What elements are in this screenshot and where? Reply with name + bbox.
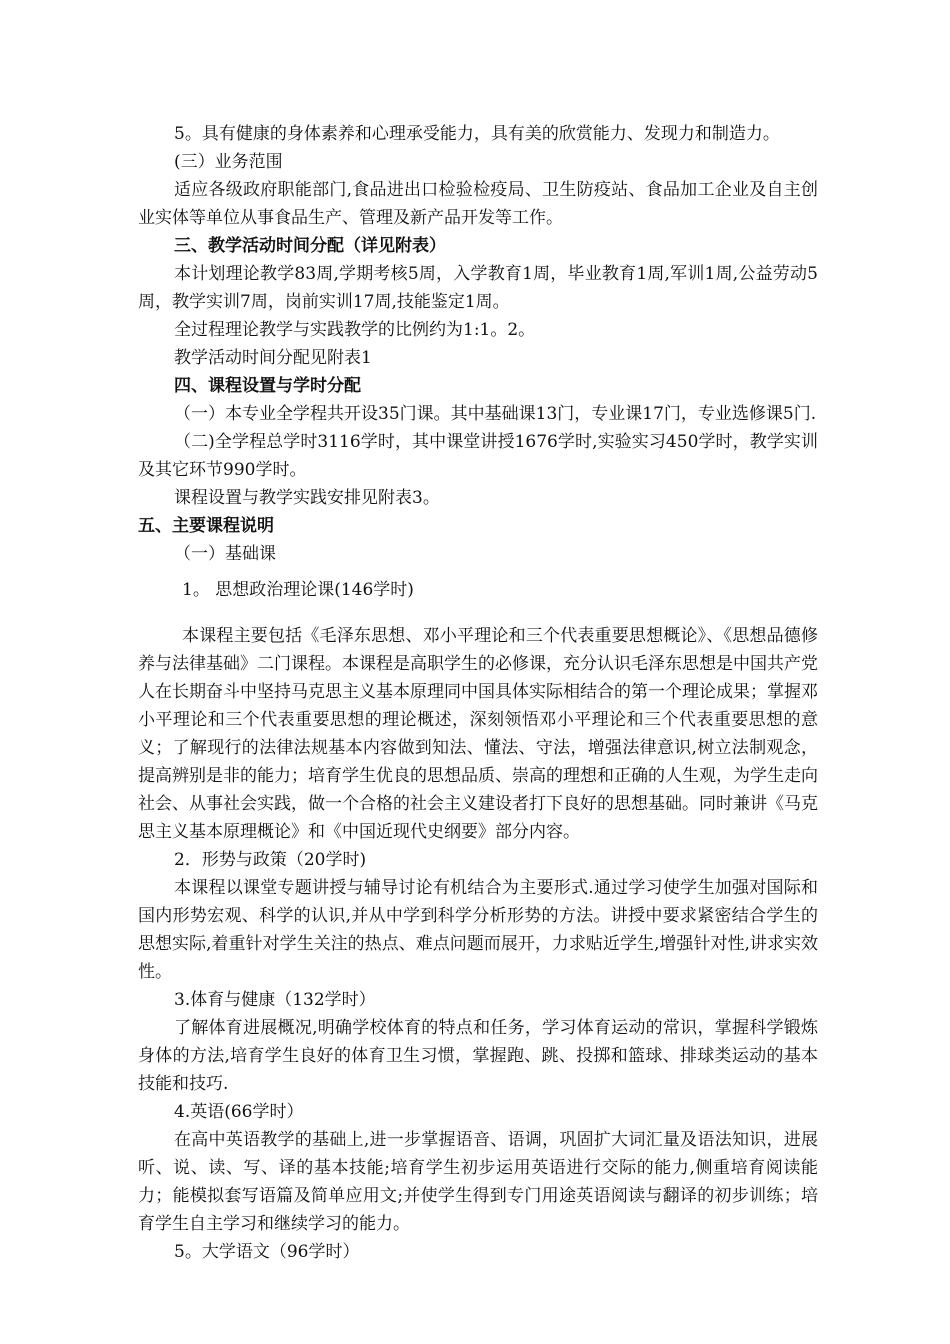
course-heading: 3.体育与健康（132学时） <box>174 990 376 1010</box>
paragraph: 了解体育进展概况,明确学校体育的特点和任务，学习体育运动的常识，掌握科学锻炼身体的方法,培育学生良好的体育卫生习惯，掌握跑、跳、投掷和篮球、排球类运动的基本技能和技巧. <box>138 1018 818 1094</box>
section-heading: 五、主要课程说明 <box>138 516 274 536</box>
paragraph: 本课程以课堂专题讲授与辅导讨论有机结合为主要形式.通过学习使学生加强对国际和国内形势宏观、科学的认识,并从中学到科学分析形势的方法。讲授中要求紧密结合学生的思想实际,着重针对学生关注的热点、难点问题而展开，力求贴近学生,增强针对性,讲求实效性。 <box>138 878 818 982</box>
paragraph: 本课程主要包括《毛泽东思想、邓小平理论和三个代表重要思想概论》、《思想品德修养与法律基础》二门课程。本课程是高职学生的必修课，充分认识毛泽东思想是中国共产党人在长期奋斗中坚持马克思主义基本原理同中国具体实际相结合的第一个理论成果；掌握邓小平理论和三个代表重要思想的理论概述，深刻领悟邓小平理论和三个代表重要思想的意义；了解现行的法律法规基本内容做到知法、懂法、守法，增强法律意识,树立法制观念，提高辨别是非的能力；培育学生优良的思想品质、崇高的理想和正确的人生观，为学生走向社会、从事社会实践，做一个合格的社会主义建设者打下良好的思想基础。同时兼讲《马克思主义基本原理概论》和《中国近现代史纲要》部分内容。 <box>138 626 818 842</box>
course-heading: 2．形势与政策（20学时) <box>174 850 367 870</box>
paragraph: 全过程理论教学与实践教学的比例约为1:1。2。 <box>174 320 536 340</box>
paragraph: 教学活动时间分配见附表1 <box>174 348 372 368</box>
paragraph: 本计划理论教学83周,学期考核5周，入学教育1周，毕业教育1周,军训1周,公益劳动5周，教学实训7周，岗前实训17周,技能鉴定1周。 <box>138 264 818 312</box>
paragraph: （一）本专业全学程共开设35门课。其中基础课13门，专业课17门，专业选修课5门. <box>174 404 817 424</box>
section-heading: 四、课程设置与学时分配 <box>174 376 361 396</box>
document-body <box>138 120 818 1266</box>
paragraph: （二)全学程总学时3116学时，其中课堂讲授1676学时,实验实习450学时，教学实训及其它环节990学时。 <box>138 432 818 480</box>
course-heading: 4.英语(66学时） <box>174 1102 304 1122</box>
course-heading: 5。大学语文（96学时） <box>174 1242 360 1262</box>
section-heading: 三、教学活动时间分配（详见附表） <box>174 236 446 256</box>
paragraph: 课程设置与教学实践安排见附表3。 <box>174 488 440 508</box>
paragraph: 适应各级政府职能部门,食品进出口检验检疫局、卫生防疫站、食品加工企业及自主创业实体等单位从事食品生产、管理及新产品开发等工作。 <box>138 180 818 228</box>
course-heading: 1。 思想政治理论课(146学时) <box>182 580 414 600</box>
subsection-heading: (三）业务范围 <box>174 152 283 172</box>
paragraph: 在高中英语教学的基础上,进一步掌握语音、语调，巩固扩大词汇量及语法知识，进展听、说、读、写、译的基本技能;培育学生初步运用英语进行交际的能力,侧重培育阅读能力；能模拟套写语篇及简单应用文;并使学生得到专门用途英语阅读与翻译的初步训练；培育学生自主学习和继续学习的能力。 <box>138 1130 818 1234</box>
subsection-heading: （一）基础课 <box>174 544 276 564</box>
paragraph: 5。具有健康的身体素养和心理承受能力，具有美的欣赏能力、发现力和制造力。 <box>174 124 780 144</box>
